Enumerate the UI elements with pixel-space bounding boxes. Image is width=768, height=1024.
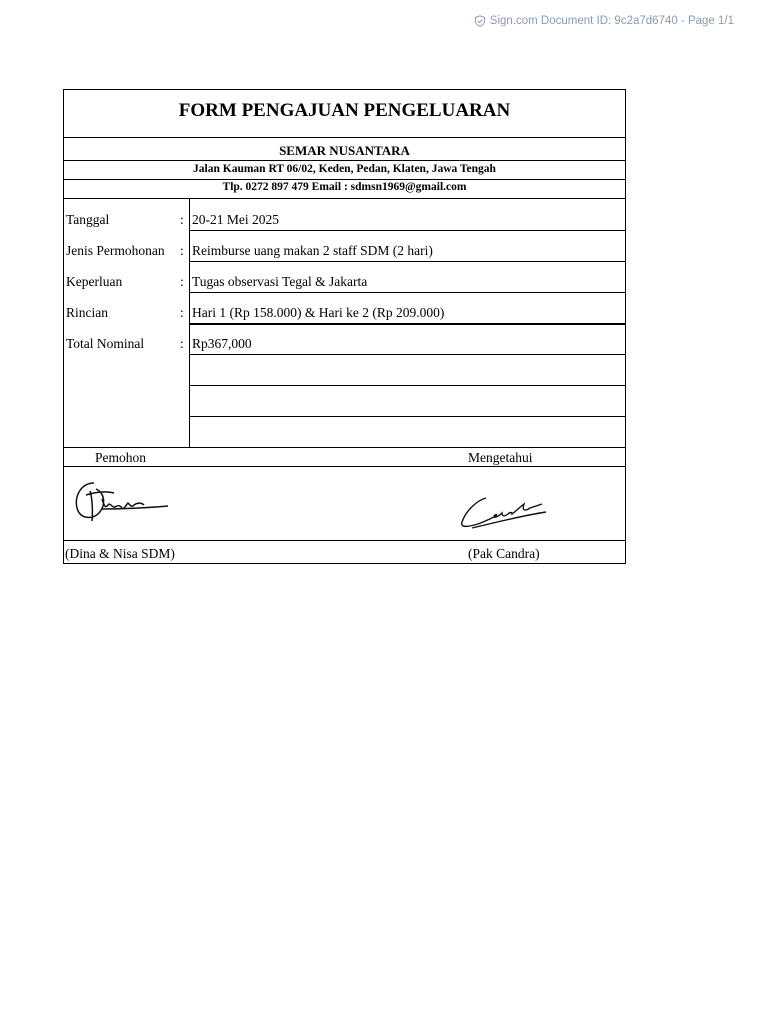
document-id-watermark xyxy=(474,15,734,27)
row-divider xyxy=(189,261,625,262)
field-value-total-nominal: Rp367,000 xyxy=(192,336,252,351)
field-label-jenis-permohonan: Jenis Permohonan xyxy=(66,243,165,258)
row-divider xyxy=(189,292,625,293)
field-colon: : xyxy=(180,305,184,320)
form-title: FORM PENGAJUAN PENGELUARAN xyxy=(178,100,511,121)
watermark-text: Sign.com Document ID: 9c2a7d6740 - Page 1/1 xyxy=(489,15,734,27)
applicant-signature-image xyxy=(72,475,172,527)
row-divider xyxy=(189,385,625,386)
row-divider xyxy=(189,416,625,417)
field-value-keperluan: Tugas observasi Tegal & Jakarta xyxy=(192,274,368,289)
field-value-jenis-permohonan: Reimburse uang makan 2 staff SDM (2 hari) xyxy=(192,243,433,258)
divider xyxy=(64,198,625,199)
row-divider xyxy=(189,230,625,231)
field-label-rincian: Rincian xyxy=(66,305,108,320)
signer-role-pemohon: Pemohon xyxy=(95,450,147,465)
divider xyxy=(64,137,625,138)
company-address: Jalan Kauman RT 06/02, Keden, Pedan, Klaten, Jawa Tengah xyxy=(193,163,496,175)
field-label-tanggal: Tanggal xyxy=(66,212,110,227)
field-colon: : xyxy=(180,336,184,351)
signer-name-applicant: (Dina & Nisa SDM) xyxy=(65,546,175,561)
divider xyxy=(64,540,625,541)
field-value-rincian: Hari 1 (Rp 158.000) & Hari ke 2 (Rp 209.000) xyxy=(192,305,445,320)
divider xyxy=(64,179,625,180)
company-name: SEMAR NUSANTARA xyxy=(279,143,410,158)
shield-check-icon xyxy=(474,15,486,27)
signer-role-mengetahui: Mengetahui xyxy=(468,450,533,465)
company-contact: Tlp. 0272 897 479 Email : sdmsn1969@gmail.com xyxy=(222,181,467,193)
row-divider xyxy=(189,354,625,355)
field-colon: : xyxy=(180,212,184,227)
expense-form xyxy=(63,89,626,564)
field-label-total-nominal: Total Nominal xyxy=(66,336,145,351)
divider xyxy=(64,466,625,467)
field-colon: : xyxy=(180,243,184,258)
divider xyxy=(64,447,625,448)
field-colon: : xyxy=(180,274,184,289)
signer-name-approver: (Pak Candra) xyxy=(468,546,540,561)
approver-signature-image xyxy=(458,490,548,532)
divider xyxy=(64,160,625,161)
field-value-tanggal: 20-21 Mei 2025 xyxy=(192,212,279,227)
field-label-keperluan: Keperluan xyxy=(66,274,123,289)
row-divider xyxy=(189,323,625,325)
